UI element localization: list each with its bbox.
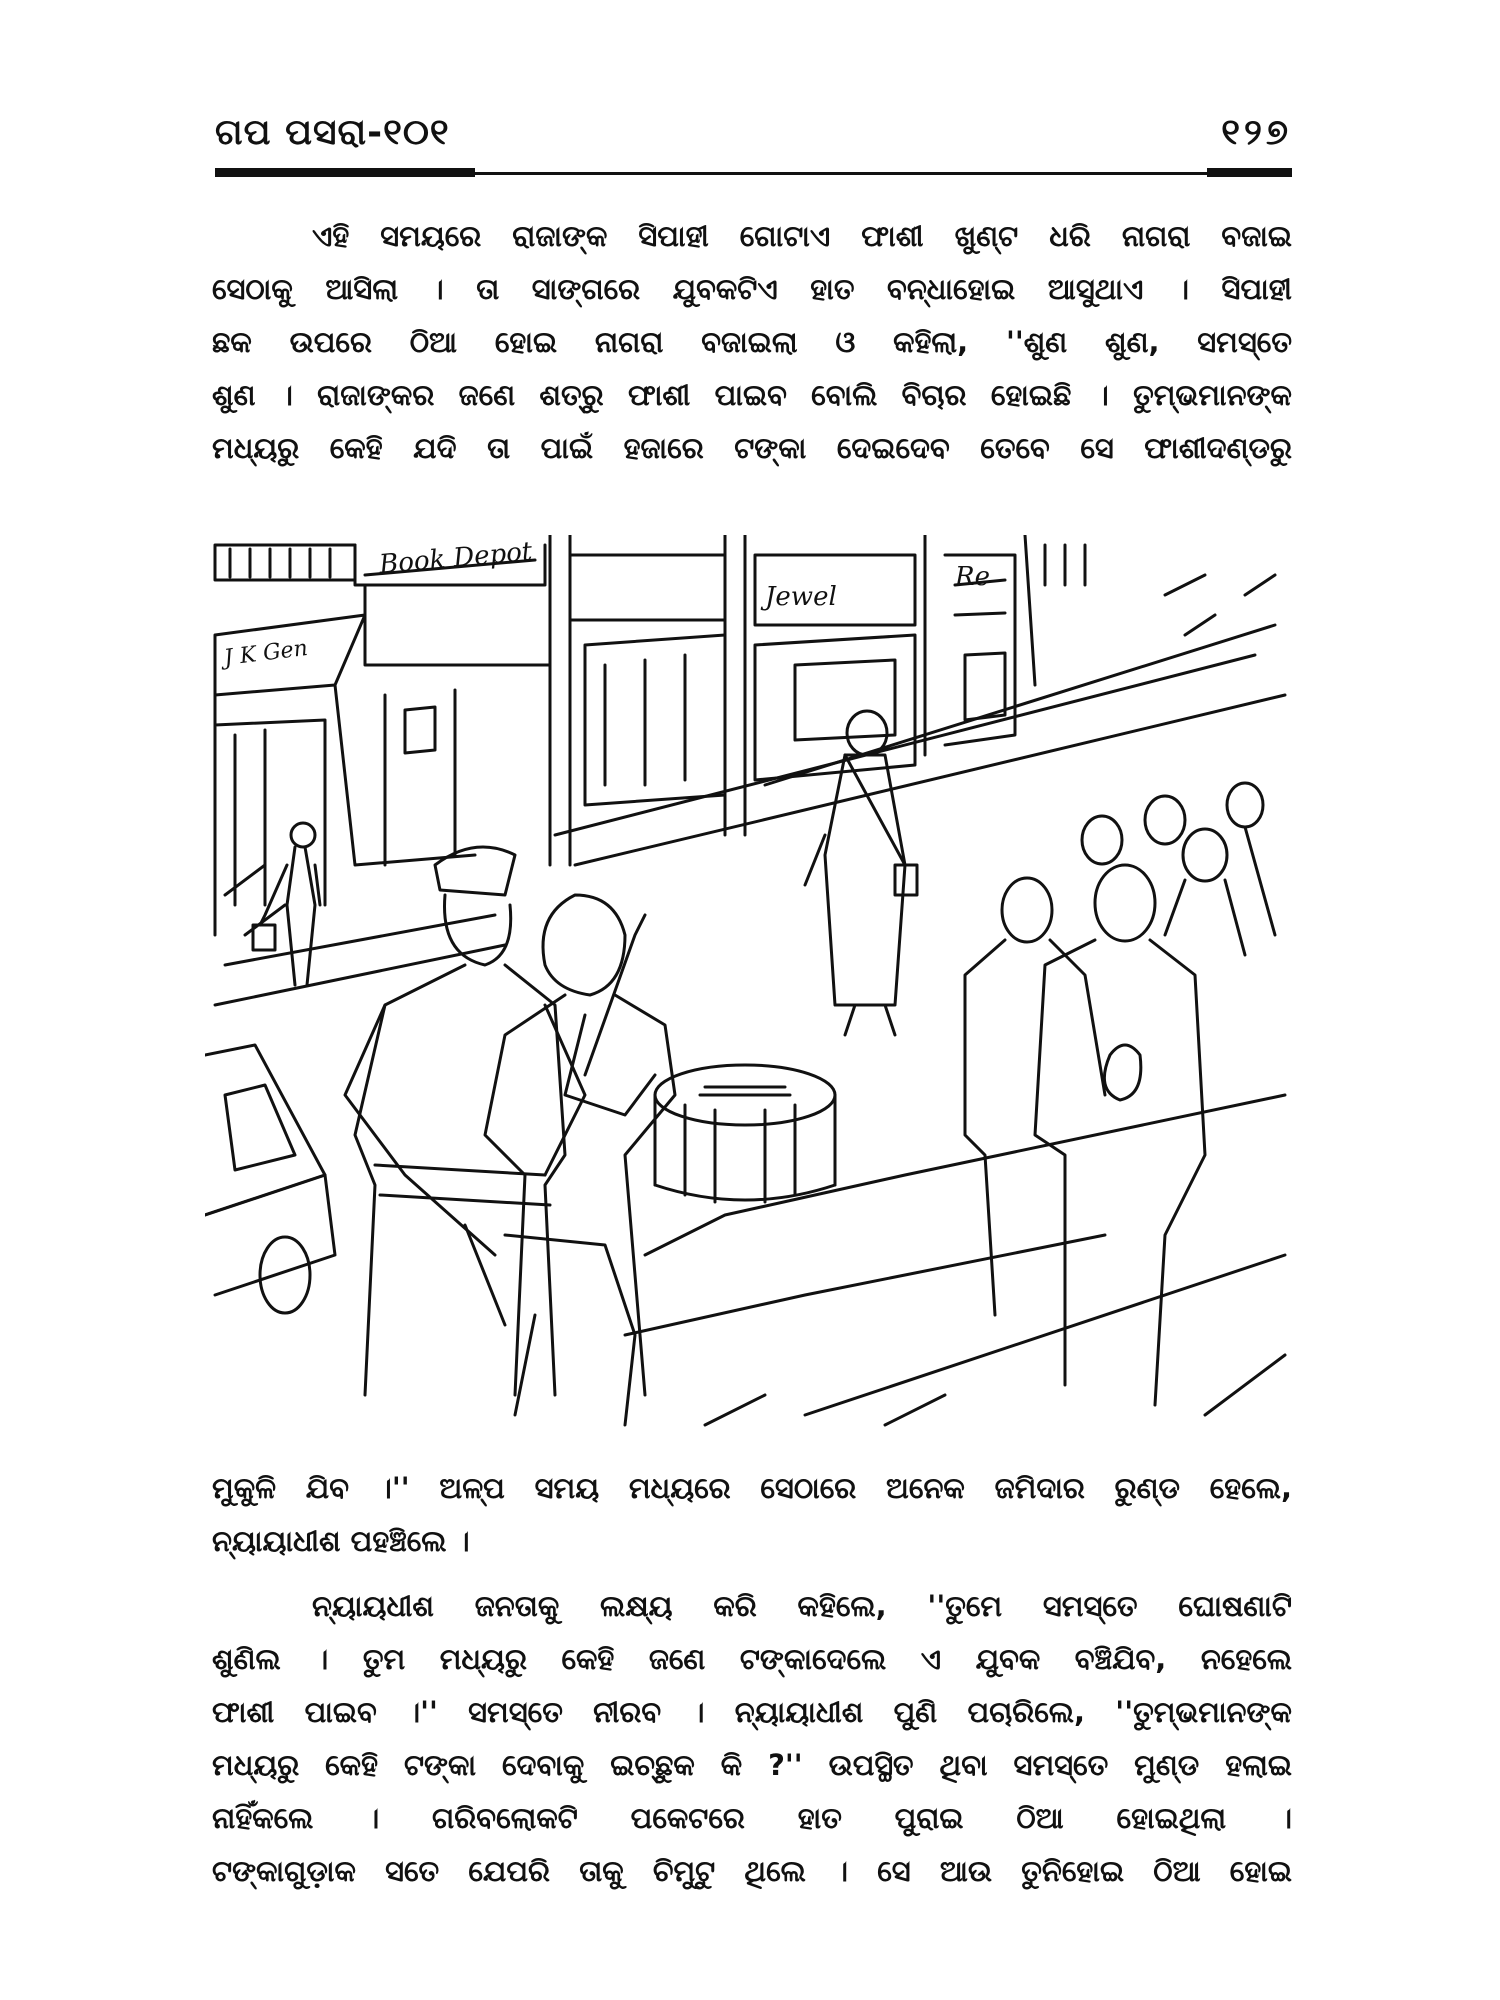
header-rule-right-bar [1207, 168, 1292, 177]
header-rule-left-bar [215, 168, 475, 177]
text-line: ଶୁଣ । ରାଜାଙ୍କର ଜଣେ ଶତ୍ରୁ ଫାଶୀ ପାଇବ ବୋଲି ବିଚାର ହୋଇଛି । ତୁମ୍ଭମାନଙ୍କ [212, 378, 1292, 412]
sign-book-depot: Book Depot [377, 536, 534, 580]
text-line: ମୁକୁଳି ଯିବ ।'' ଅଳ୍ପ ସମୟ ମଧ୍ୟରେ ସେଠାରେ ଅନେକ ଜମିଦାର ରୁଣ୍ଡ ହେଲେ, [212, 1471, 1292, 1505]
text-line: ଶୁଣିଲ । ତୁମ ମଧ୍ୟରୁ କେହି ଜଣେ ଟଙ୍କାଦେଲେ ଏ ଯୁବକ ବଞ୍ଚିଯିବ, ନହେଲେ [212, 1642, 1292, 1676]
page-number: ୧୨୭ [1221, 112, 1292, 153]
text-line: ଫାଶୀ ପାଇବ ।'' ସମସ୍ତେ ନୀରବ । ନ୍ୟାୟାଧୀଶ ପୁଣି ପଚାରିଲେ, ''ତୁମ୍ଭମାନଙ୍କ [212, 1695, 1292, 1729]
sign-jewel: Jewel [765, 582, 837, 612]
paragraph-2 [212, 1462, 1292, 1568]
text-line: ମଧ୍ୟରୁ କେହି ଯଦି ତା ପାଇଁ ହଜାରେ ଟଙ୍କା ଦେଇଦେବ ତେବେ ସେ ଫାଶୀଦଣ୍ଡରୁ [212, 431, 1292, 465]
text-line: ଛକ ଉପରେ ଠିଆ ହୋଇ ନାଗରା ବଜାଇଲା ଓ କହିଲା, ''ଶୁଣ ଶୁଣ, ସମସ୍ତେ [212, 325, 1292, 359]
text-line: ଏହି ସମୟରେ ରାଜାଙ୍କ ସିପାହୀ ଗୋଟାଏ ଫାଶୀ ଖୁଣ୍ଟ ଧରି ନାଗରା ବଜାଇ [312, 219, 1292, 253]
text-line: ନାହିଁକଲେ । ଗରିବଲୋକଟି ପକେଟରେ ହାତ ପୁରାଇ ଠିଆ ହୋଇଥିଲା । [212, 1801, 1292, 1835]
sign-jk-gen: J K Gen [222, 635, 310, 671]
paragraph-1 [212, 210, 1292, 475]
text-line: ମଧ୍ୟରୁ କେହି ଟଙ୍କା ଦେବାକୁ ଇଚ୍ଛୁକ କି ?'' ଉପସ୍ଥିତ ଥିବା ସମସ୍ତେ ମୁଣ୍ଡ ହଲାଇ [212, 1748, 1292, 1782]
text-line: ନ୍ୟାୟଧୀଶ ଜନତାକୁ ଲକ୍ଷ୍ୟ କରି କହିଲେ, ''ତୁମେ ସମସ୍ତେ ଘୋଷଣାଟି [312, 1589, 1292, 1623]
text-line: ନ୍ୟାୟାଧୀଶ ପହଞ୍ଚିଲେ । [212, 1524, 470, 1558]
running-title: ଗପ ପସରା-୧୦୧ [215, 112, 450, 153]
running-head [215, 108, 1292, 168]
text-line: ସେଠାକୁ ଆସିଲା । ତା ସାଙ୍ଗରେ ଯୁବକଟିଏ ହାତ ବନ୍ଧାହୋଇ ଆସୁଥାଏ । ସିପାହୀ [212, 272, 1292, 306]
paragraph-3 [212, 1580, 1292, 1898]
text-line: ଟଙ୍କାଗୁଡ଼ାକ ସତେ ଯେପରି ତାକୁ ଚିମୁଟୁ ଥିଲେ । ସେ ଆଉ ତୁନିହୋଇ ଠିଆ ହୋଇ [212, 1854, 1292, 1888]
street-scene-illustration [205, 535, 1295, 1430]
sign-re: Re [955, 562, 990, 592]
